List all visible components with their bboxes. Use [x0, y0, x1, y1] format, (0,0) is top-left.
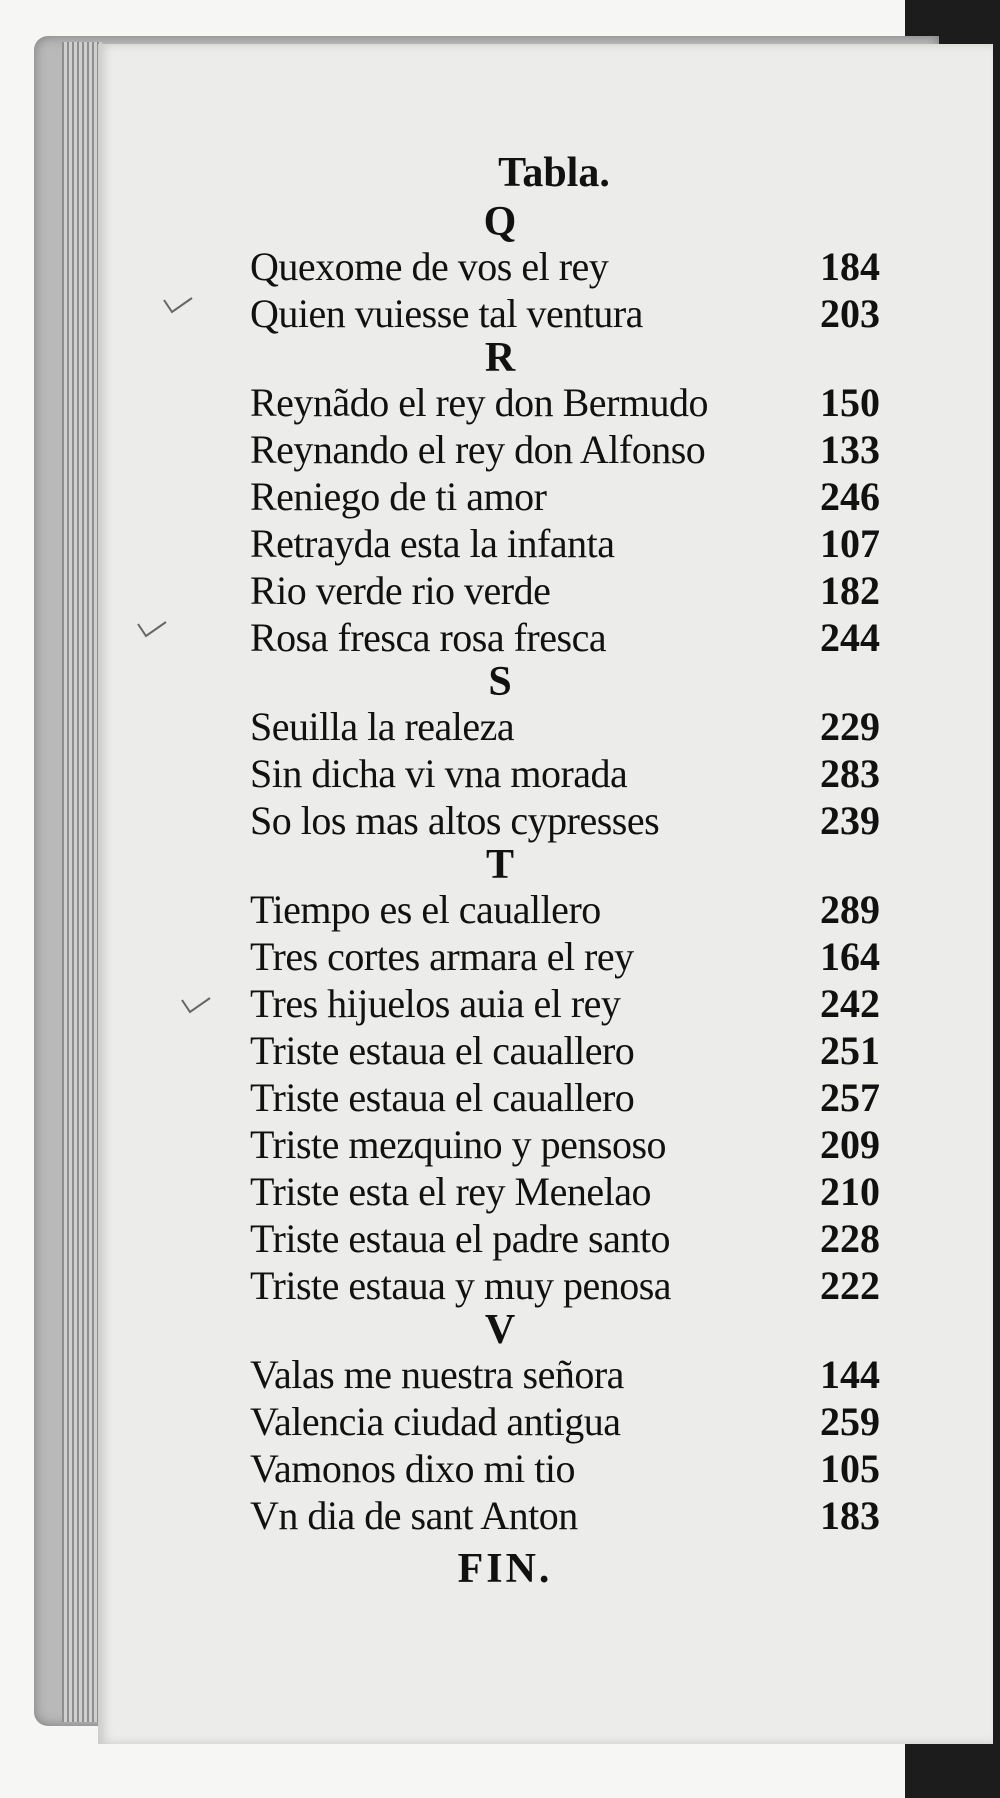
entry-title: Tiempo es el cauallero — [250, 887, 601, 932]
entry-page-number: 239 — [820, 798, 880, 843]
margin-check-icon — [136, 618, 168, 640]
index-entry — [250, 750, 890, 797]
entry-page-number: 182 — [820, 568, 880, 613]
entry-title: Tres hijuelos auia el rey — [250, 981, 621, 1026]
index-entry — [250, 1215, 890, 1262]
entry-page-number: 105 — [820, 1446, 880, 1491]
entry-title: Reniego de ti amor — [250, 474, 547, 519]
entry-title: Reynãdo el rey don Bermudo — [250, 380, 708, 425]
closing-fin: FIN. — [457, 1546, 553, 1592]
entry-page-number: 203 — [820, 291, 880, 336]
index-entry — [250, 1074, 890, 1121]
entry-title: Rosa fresca rosa fresca — [250, 615, 607, 660]
index-entry — [250, 980, 890, 1027]
page-title: Tabla. — [498, 150, 610, 196]
entry-page-number: 283 — [820, 751, 880, 796]
index-entry — [250, 520, 890, 567]
index-entry — [250, 379, 890, 426]
index-entry — [250, 1168, 890, 1215]
index-entry — [250, 426, 890, 473]
entry-title: Tres cortes armara el rey — [250, 934, 634, 979]
index-entry — [250, 1492, 890, 1539]
entry-title: Triste estaua y muy penosa — [250, 1263, 672, 1308]
entry-page-number: 244 — [820, 615, 880, 660]
entry-page-number: 228 — [820, 1216, 880, 1261]
index-entry — [250, 933, 890, 980]
index-entry — [250, 797, 890, 844]
entry-page-number: 210 — [820, 1169, 880, 1214]
index-entry — [250, 1398, 890, 1445]
entry-title: Valas me nuestra señora — [250, 1352, 624, 1397]
entry-page-number: 251 — [820, 1028, 880, 1073]
index-entry — [250, 1445, 890, 1492]
entry-page-number: 257 — [820, 1075, 880, 1120]
index-entry — [250, 290, 890, 337]
entry-title: Triste estaua el cauallero — [250, 1075, 635, 1120]
entry-title: Quexome de vos el rey — [250, 244, 609, 289]
index-sections — [250, 201, 890, 1539]
index-entry — [250, 567, 890, 614]
entry-page-number: 259 — [820, 1399, 880, 1444]
index-entry — [250, 614, 890, 661]
entry-page-number: 184 — [820, 244, 880, 289]
index-entry — [250, 1027, 890, 1074]
section-letter: S — [488, 659, 512, 705]
entry-title: Reynando el rey don Alfonso — [250, 427, 706, 472]
entry-title: Seuilla la realeza — [250, 704, 515, 749]
entry-title: Rio verde rio verde — [250, 568, 551, 613]
index-entry — [250, 703, 890, 750]
entry-page-number: 183 — [820, 1493, 880, 1538]
entry-page-number: 107 — [820, 521, 880, 566]
margin-check-icon — [180, 994, 212, 1016]
section-letter: T — [485, 842, 514, 888]
entry-page-number: 150 — [820, 380, 880, 425]
entry-title: Vn dia de sant Anton — [250, 1493, 578, 1538]
entry-page-number: 164 — [820, 934, 880, 979]
index-entry — [250, 1262, 890, 1309]
entry-title: Triste esta el rey Menelao — [250, 1169, 651, 1214]
table-of-contents — [250, 145, 890, 1599]
entry-page-number: 209 — [820, 1122, 880, 1167]
index-entry — [250, 473, 890, 520]
entry-title: Triste estaua el cauallero — [250, 1028, 635, 1073]
index-entry — [250, 243, 890, 290]
entry-page-number: 246 — [820, 474, 880, 519]
index-entry — [250, 1351, 890, 1398]
entry-title: Triste mezquino y pensoso — [250, 1122, 667, 1167]
index-entry — [250, 886, 890, 933]
index-entry — [250, 1121, 890, 1168]
entry-page-number: 242 — [820, 981, 880, 1026]
section-letter: V — [484, 1307, 516, 1353]
entry-title: Valencia ciudad antigua — [250, 1399, 621, 1444]
section-letter: Q — [483, 199, 517, 245]
entry-title: So los mas altos cypresses — [250, 798, 660, 843]
entry-title: Triste estaua el padre santo — [250, 1216, 670, 1261]
section-letter: R — [484, 335, 516, 381]
entry-title: Vamonos dixo mi tio — [250, 1446, 575, 1491]
entry-title: Quien vuiesse tal ventura — [250, 291, 643, 336]
entry-title: Sin dicha vi vna morada — [250, 751, 628, 796]
entry-page-number: 222 — [820, 1263, 880, 1308]
entry-page-number: 144 — [820, 1352, 880, 1397]
page-stack-edge — [62, 42, 102, 1722]
margin-check-icon — [162, 294, 194, 316]
entry-title: Retrayda esta la infanta — [250, 521, 615, 566]
entry-page-number: 289 — [820, 887, 880, 932]
entry-page-number: 133 — [820, 427, 880, 472]
entry-page-number: 229 — [820, 704, 880, 749]
